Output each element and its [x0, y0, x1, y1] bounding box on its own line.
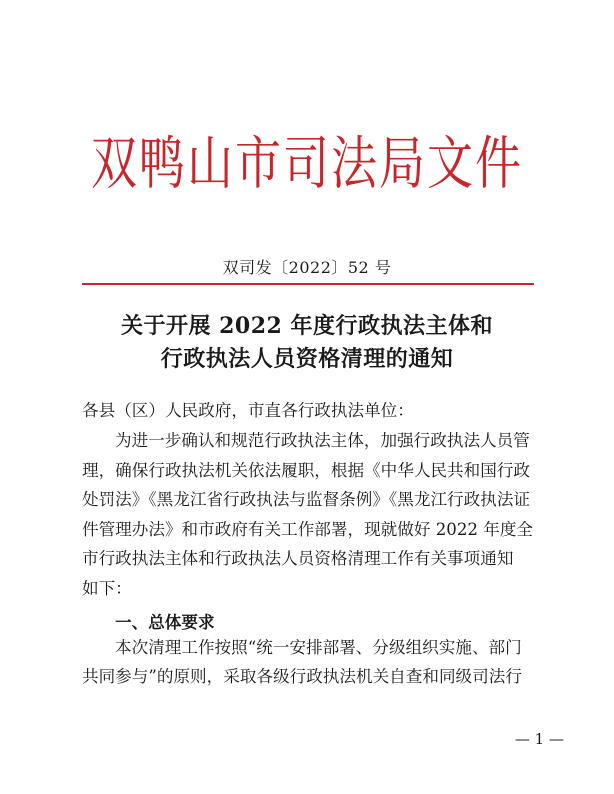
page-number: — 1 — [514, 730, 564, 748]
section-heading: 一、总体要求 [115, 613, 215, 632]
document-number: 双司发〔2022〕52 号 [222, 258, 392, 277]
paragraph-line: 件管理办法》和市政府有关工作部署，现就做好 2022 年度全 [82, 520, 534, 539]
red-divider-line [82, 283, 534, 285]
salutation: 各县（区）人民政府，市直各行政执法单位： [82, 401, 414, 420]
paragraph-line: 如下： [82, 579, 132, 598]
notice-title-line-1: 关于开展 2022 年度行政执法主体和 [120, 313, 494, 339]
document-header-title: 双鸭山市司法局文件 [91, 129, 523, 197]
paragraph-line: 处罚法》《黑龙江省行政执法与监督条例》《黑龙江行政执法证 [82, 490, 531, 509]
paragraph-line: 本次清理工作按照“统一安排部署、分级组织实施、部门 [115, 638, 522, 657]
paragraph-line: 共同参与”的原则，采取各级行政执法机关自查和同级司法行 [82, 667, 522, 686]
paragraph-line: 为进一步确认和规范行政执法主体，加强行政执法人员管 [115, 431, 530, 450]
notice-title-line-2: 行政执法人员资格清理的通知 [160, 346, 454, 372]
paragraph-line: 理，确保行政执法机关依法履职，根据《中华人民共和国行政 [82, 461, 531, 480]
paragraph-line: 市行政执法主体和行政执法人员资格清理工作有关事项通知 [82, 549, 514, 568]
